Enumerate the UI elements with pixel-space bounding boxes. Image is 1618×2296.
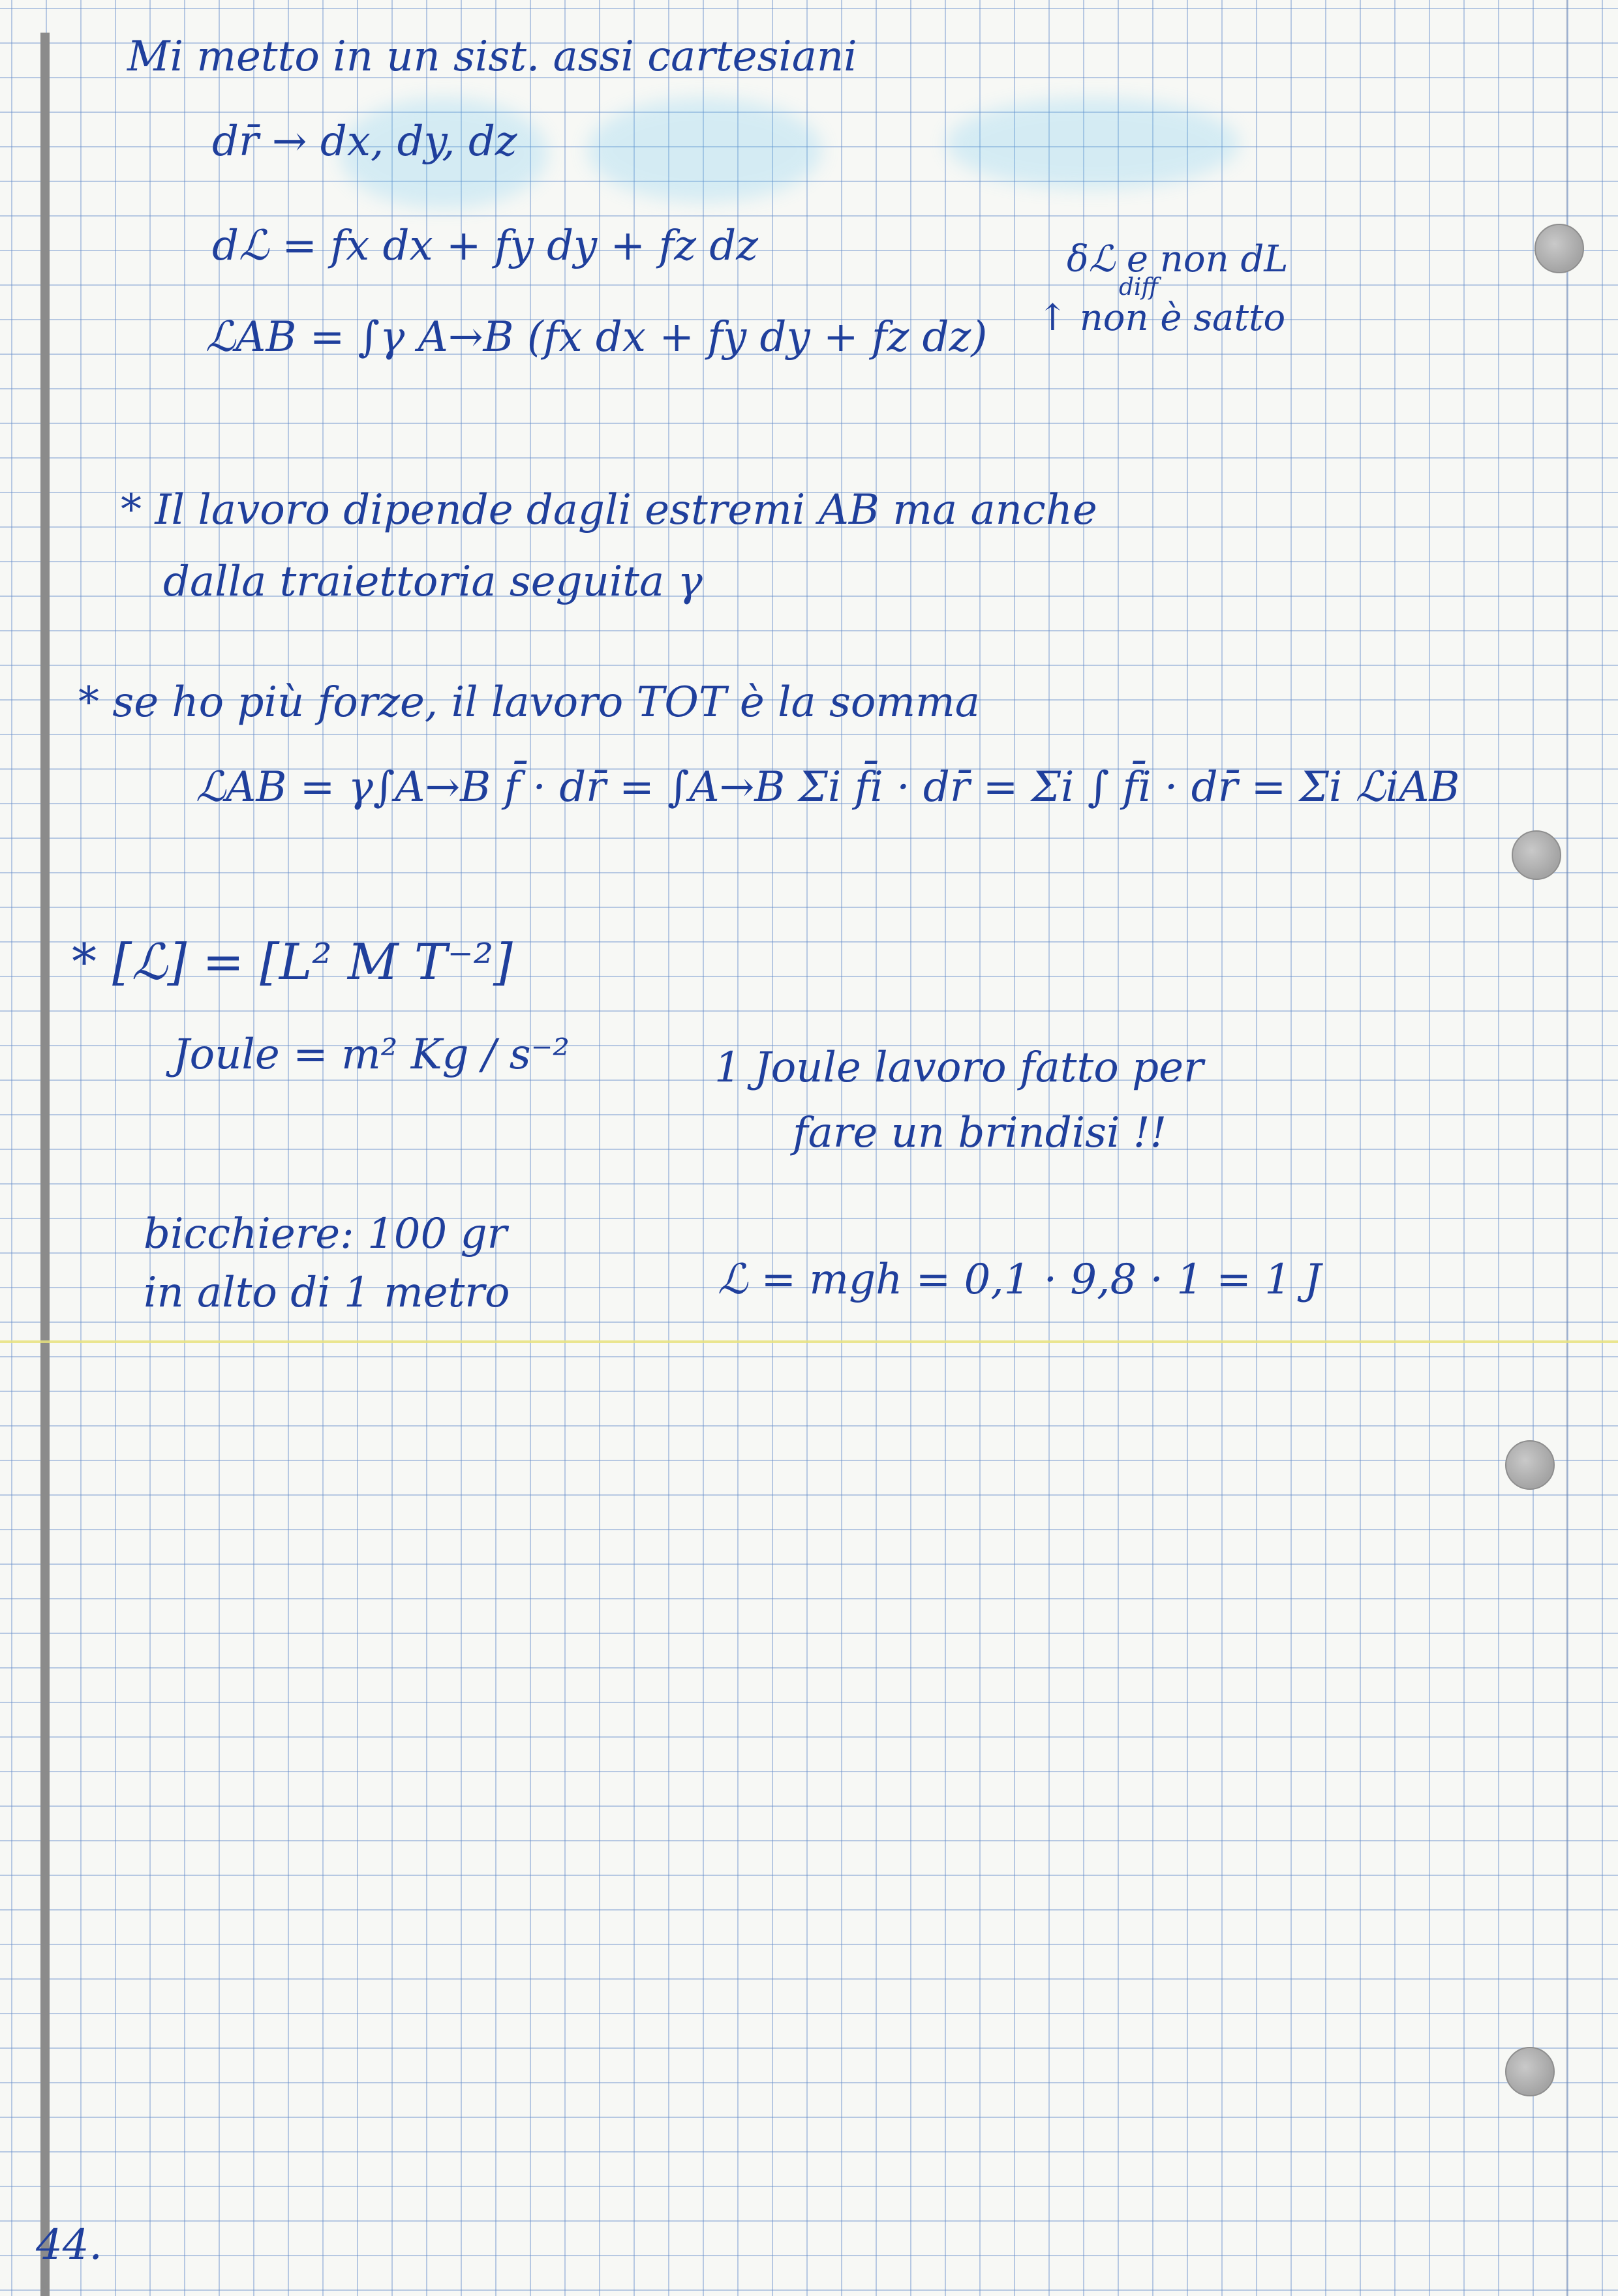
note-line: ℒ = mgh = 0,1 · 9,8 · 1 = 1 J [718, 1256, 1321, 1304]
binder-hole [1534, 224, 1584, 273]
ink-stain [587, 98, 822, 202]
note-line: dr̄ → dx, dy, dz [212, 117, 517, 166]
note-line: diff [1119, 274, 1159, 301]
note-line: fare un brindisi !! [793, 1109, 1167, 1157]
yellow-rule-line [0, 1340, 1618, 1343]
note-line: Joule = m² Kg / s⁻² [173, 1031, 570, 1079]
note-line: bicchiere: 100 gr [144, 1210, 508, 1258]
note-line: in alto di 1 metro [144, 1269, 510, 1317]
note-line: ↑ non è satto [1037, 297, 1286, 339]
left-margin-bar [40, 33, 50, 2296]
ink-stain [946, 98, 1240, 189]
note-line: * [ℒ] = [L² M T⁻²] [72, 933, 513, 991]
note-line: δℒ e non dL [1067, 238, 1289, 280]
right-margin-line [1566, 0, 1568, 2296]
note-line: Mi metto in un sist. assi cartesiani [127, 33, 857, 81]
binder-hole [1505, 1440, 1555, 1490]
binder-hole [1512, 830, 1561, 880]
note-line: * se ho più forze, il lavoro TOT è la somma [78, 678, 980, 727]
note-line: ℒAB = γ∫A→B f̄ · dr̄ = ∫A→B Σi f̄i · dr̄ = Σi ∫ f̄i · dr̄ = Σi ℒiAB [196, 763, 1460, 811]
note-line: * Il lavoro dipende dagli estremi AB ma anche [121, 486, 1097, 534]
note-line: dalla traiettoria seguita γ [163, 558, 703, 606]
note-line: 1 Joule lavoro fatto per [714, 1044, 1204, 1092]
note-line: dℒ = fx dx + fy dy + fz dz [212, 222, 758, 270]
note-line: ℒAB = ∫γ A→B (fx dx + fy dy + fz dz) [206, 313, 988, 361]
page-number: 44. [36, 2221, 102, 2269]
binder-hole [1505, 2047, 1555, 2096]
